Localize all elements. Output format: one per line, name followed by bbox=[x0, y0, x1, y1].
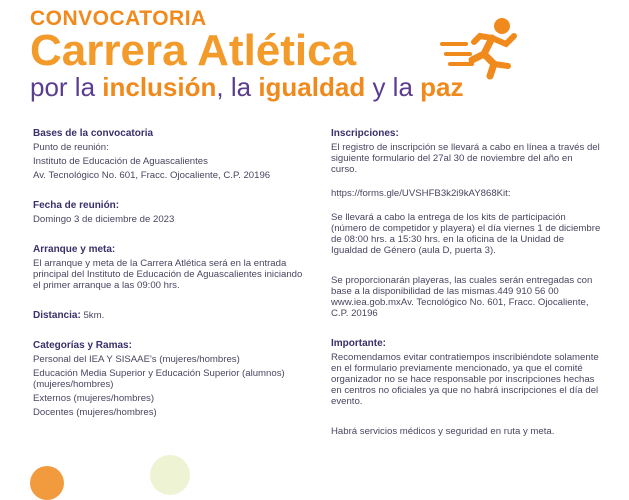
playeras-text: Se proporcionarán playeras, las cuales serán entregadas con base a la disponibilidad de las mismas.449 910 56 00 www.iea.gob.mxAv. Tecnológico No. 601, Fracc. Ojocaliente, C.P. 20196 bbox=[331, 275, 593, 319]
arranque-text: El arranque y meta de la Carrera Atlética será en la entrada principal del Instituto de Educación de Aguascalientes iniciando el primer arranque a las 09:00 hrs. bbox=[33, 258, 303, 291]
categoria-item: Docentes (mujeres/hombres) bbox=[33, 407, 157, 418]
bases-heading: Bases de la convocatoria bbox=[33, 128, 154, 139]
poster-header bbox=[30, 8, 610, 102]
subtitle-word-igualdad: igualdad bbox=[258, 72, 366, 102]
subtitle-part: , la bbox=[216, 72, 259, 102]
servicios-text: Habrá servicios médicos y seguridad en ruta y meta. bbox=[331, 426, 555, 437]
direccion-text: Av. Tecnológico No. 601, Fracc. Ojocaliente, C.P. 20196 bbox=[33, 170, 271, 181]
punto-label: Punto de reunión: bbox=[33, 142, 109, 153]
categoria-item: Externos (mujeres/hombres) bbox=[33, 393, 155, 404]
distancia-row bbox=[33, 310, 308, 321]
main-title: Carrera Atlética bbox=[30, 26, 357, 75]
left-column bbox=[33, 128, 308, 421]
importante-heading: Importante: bbox=[331, 338, 386, 349]
categorias-heading: Categorías y Ramas: bbox=[33, 340, 132, 351]
instituto-text: Instituto de Educación de Aguascalientes bbox=[33, 156, 208, 167]
distancia-label: Distancia: bbox=[33, 310, 81, 321]
kicker-title: CONVOCATORIA bbox=[30, 7, 207, 30]
categoria-item: Educación Media Superior y Educación Superior (alumnos) (mujeres/hombres) bbox=[33, 368, 285, 390]
runner-icon bbox=[440, 14, 536, 80]
fecha-text: Domingo 3 de diciembre de 2023 bbox=[33, 214, 175, 225]
inscripciones-heading: Inscripciones: bbox=[331, 128, 399, 139]
form-link[interactable]: https://forms.gle/UVSHFB3k2i9kAY868Kit: bbox=[331, 188, 511, 199]
distancia-value: 5km. bbox=[83, 310, 105, 321]
arranque-heading: Arranque y meta: bbox=[33, 244, 116, 255]
importante-text: Recomendamos evitar contratiempos inscribiéndote solamente en el formulario previamente mencionado, ya que el comité organizador no se hace responsable por inscripciones hechas en centros no oficiales ya que no habrá inscripciones el día del evento. bbox=[331, 352, 599, 407]
right-column bbox=[331, 128, 601, 440]
subtitle-word-paz: paz bbox=[420, 72, 464, 102]
decorative-circle bbox=[30, 466, 64, 500]
kits-text: Se llevará a cabo la entrega de los kits de participación (número de competidor y playera) el día viernes 1 de diciembre de 08:00 hrs. a 15:30 hrs. en la oficina de la Unidad de Igualdad de Género (aula D, puerta 3). bbox=[331, 212, 601, 256]
categoria-item: Personal del IEA Y SISAAE's (mujeres/hombres) bbox=[33, 354, 240, 365]
subtitle-part: por la bbox=[30, 72, 103, 102]
decorative-circle bbox=[150, 455, 190, 495]
inscripciones-text: El registro de inscripción se llevará a cabo en línea a través del siguiente formulario del 27al 30 de noviembre del año en curso. bbox=[331, 142, 600, 175]
subtitle-word-inclusion: inclusión bbox=[102, 72, 217, 102]
subtitle-part: y la bbox=[365, 72, 421, 102]
fecha-heading: Fecha de reunión: bbox=[33, 200, 120, 211]
